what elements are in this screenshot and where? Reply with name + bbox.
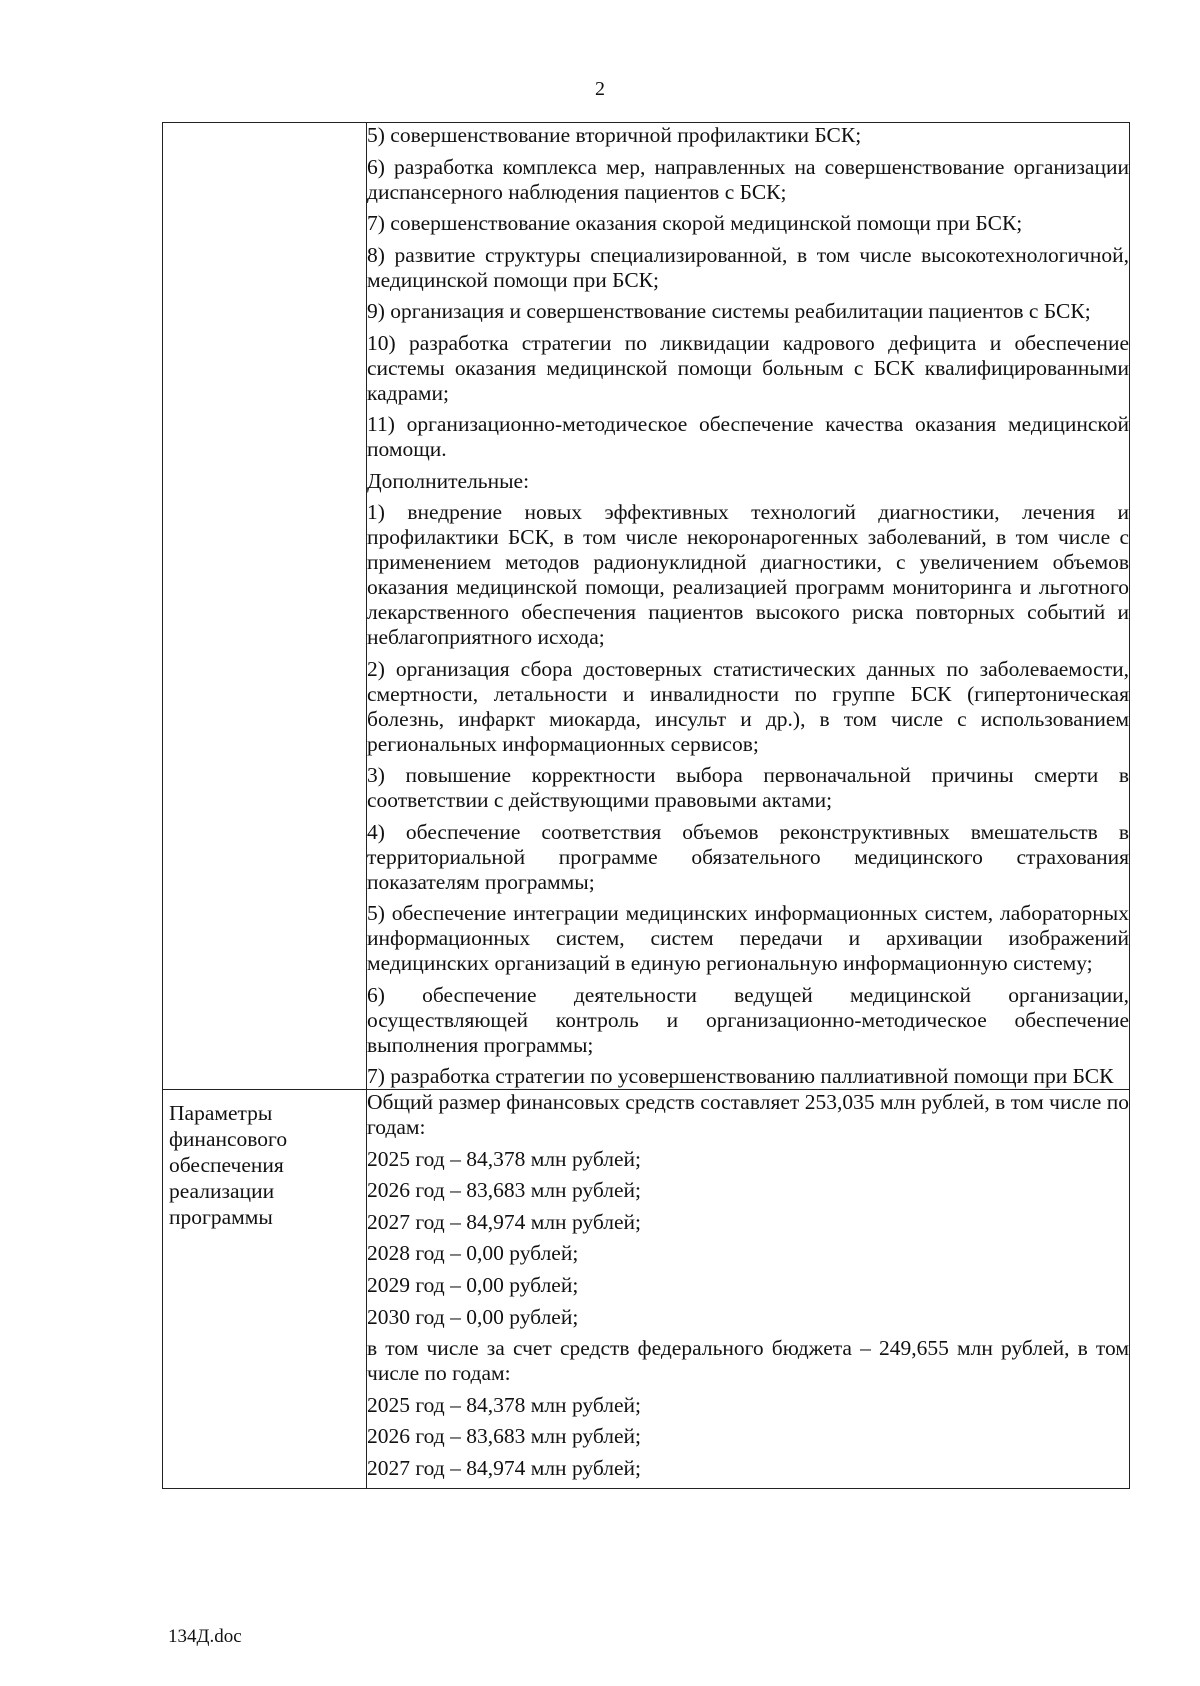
additional-objective-item: 6) обеспечение деятельности ведущей медицинской организации, осуществляющей контроль и организационно-методическое обеспечение выполнения программы; [367, 982, 1129, 1057]
additional-objective-item: 3) повышение корректности выбора первоначальной причины смерти в соответствии с действующими правовыми актами; [367, 763, 1129, 812]
objectives-cell [367, 123, 1130, 1090]
additional-objective-item: 4) обеспечение соответствия объемов реконструктивных вмешательств в территориальной программе обязательного медицинского страхования показателям программы; [367, 819, 1129, 894]
financing-year-item: 2026 год – 83,683 млн рублей; [367, 1178, 642, 1203]
federal-year-item: 2026 год – 83,683 млн рублей; [367, 1424, 642, 1449]
financing-cell [367, 1090, 1130, 1489]
financing-label-cell [163, 1090, 367, 1489]
additional-objective-item: 2) организация сбора достоверных статистических данных по заболеваемости, смертности, летальности и инвалидности по группе БСК (гипертоническая болезнь, инфаркт миокарда, инсульт и др.), в том числе с использованием региональных информационных сервисов; [367, 656, 1129, 756]
footer-filename: 134Д.doc [168, 1626, 242, 1647]
financing-year-item: 2030 год – 0,00 рублей; [367, 1304, 579, 1329]
federal-year-item: 2027 год – 84,974 млн рублей; [367, 1455, 642, 1480]
objective-item: 8) развитие структуры специализированной, в том числе высокотехнологичной, медицинской помощи при БСК; [367, 242, 1129, 292]
financing-row [163, 1090, 1130, 1489]
objectives-row [163, 123, 1130, 1090]
objective-item: 11) организационно-методическое обеспечение качества оказания медицинской помощи. [367, 412, 1129, 461]
additional-objective-item: 5) обеспечение интеграции медицинских информационных систем, лабораторных информационных систем, систем передачи и архивации изображений медицинских организаций в единую региональную информационную систему; [367, 901, 1129, 975]
objective-item: 9) организация и совершенствование системы реабилитации пациентов с БСК; [367, 299, 1091, 323]
additional-heading: Дополнительные: [367, 468, 530, 493]
federal-year-item: 2025 год – 84,378 млн рублей; [367, 1392, 642, 1417]
financing-label: Параметры финансового обеспечения реализации программы [169, 1101, 288, 1229]
page-number: 2 [595, 78, 605, 100]
program-passport-table [162, 122, 1130, 1489]
financing-year-item: 2025 год – 84,378 млн рублей; [367, 1146, 642, 1171]
objective-item: 10) разработка стратегии по ликвидации кадрового дефицита и обеспечение системы оказания медицинской помощи больным с БСК квалифицированными кадрами; [367, 330, 1129, 405]
objective-item: 5) совершенствование вторичной профилактики БСК; [367, 123, 862, 147]
financing-year-item: 2029 год – 0,00 рублей; [367, 1272, 579, 1297]
financing-total-text: Общий размер финансовых средств составляет 253,035 млн рублей, в том числе по годам: [367, 1090, 1129, 1139]
additional-objective-item: 1) внедрение новых эффективных технологий диагностики, лечения и профилактики БСК, в том числе некоронарогенных заболеваний, в том числе с применением методов радионуклидной диагностики, с увеличением объемов оказания медицинской помощи, реализацией программ мониторинга и льготного лекарственного обеспечения пациентов высокого риска повторных событий и неблагоприятного исхода; [367, 500, 1129, 649]
financing-year-item: 2027 год – 84,974 млн рублей; [367, 1209, 642, 1234]
financing-federal-text: в том числе за счет средств федерального бюджета – 249,655 млн рублей, в том числе по годам: [367, 1336, 1129, 1386]
objective-item: 6) разработка комплекса мер, направленных на совершенствование организации диспансерного наблюдения пациентов с БСК; [367, 154, 1129, 204]
objective-item: 7) совершенствование оказания скорой медицинской помощи при БСК; [367, 211, 1023, 235]
objectives-label-cell [163, 123, 367, 1090]
additional-objective-item: 7) разработка стратегии по усовершенствованию паллиативной помощи при БСК [367, 1064, 1114, 1088]
financing-year-item: 2028 год – 0,00 рублей; [367, 1241, 579, 1266]
